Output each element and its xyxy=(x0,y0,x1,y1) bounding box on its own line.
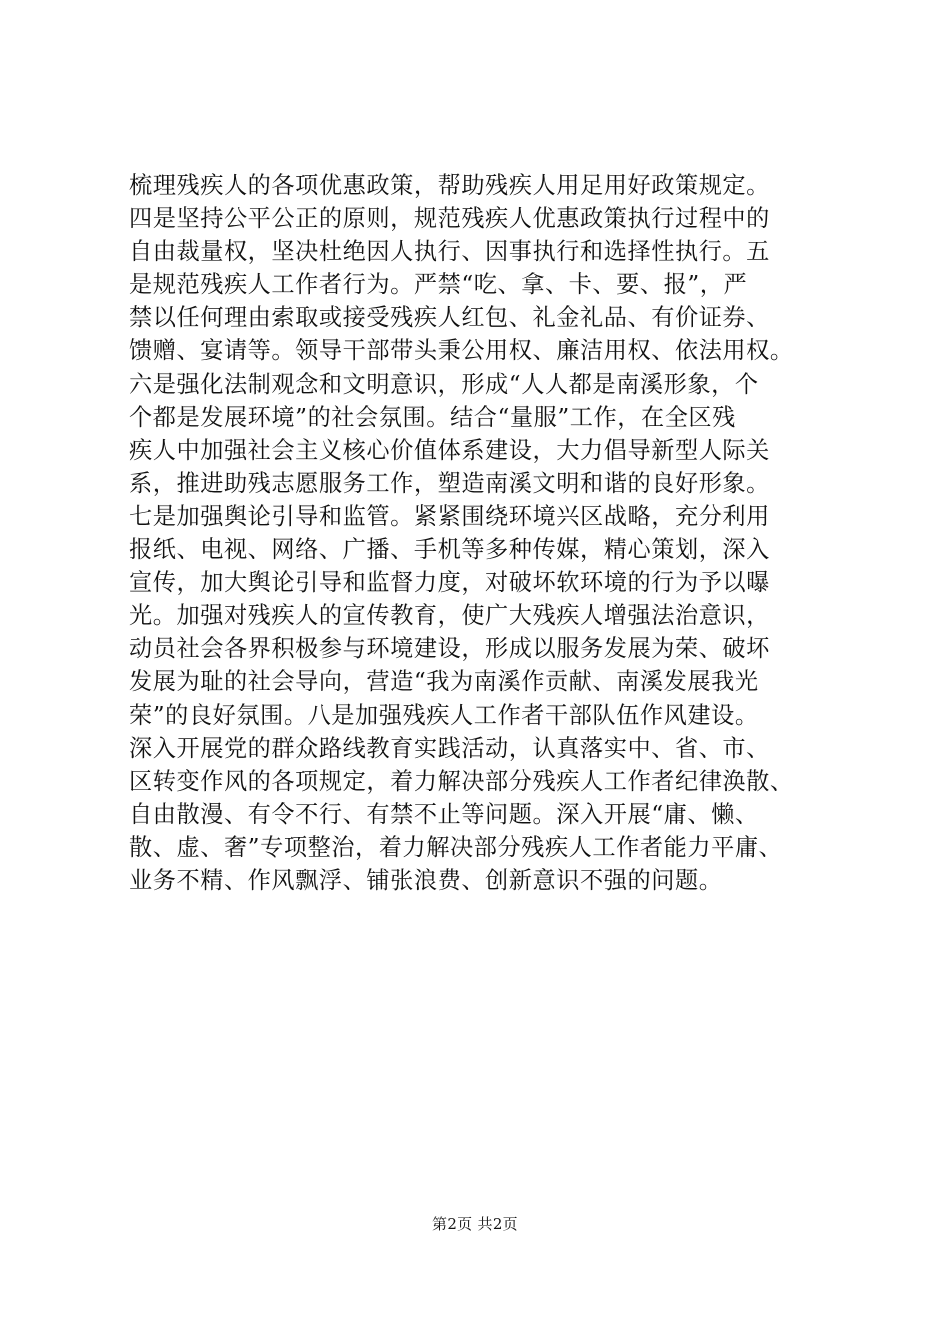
text-line: 禁以任何理由索取或接受残疾人红包、礼金礼品、有价证券、 xyxy=(129,304,770,332)
body-paragraph xyxy=(129,169,849,897)
text-line: 四是坚持公平公正的原则，规范残疾人优惠政策执行过程中的 xyxy=(129,205,770,233)
text-line: 宣传，加大舆论引导和监督力度，对破坏软环境的行为予以曝 xyxy=(129,569,770,597)
text-line: 个都是发展环境”的社会氛围。结合“量服”工作，在全区残 xyxy=(129,403,736,431)
text-line: 动员社会各界积极参与环境建设，形成以服务发展为荣、破坏 xyxy=(129,635,770,663)
text-line: 报纸、电视、网络、广播、手机等多种传媒，精心策划，深入 xyxy=(129,536,770,564)
page-number-footer: 第2页 共2页 xyxy=(432,1215,518,1233)
text-line: 自由散漫、有令不行、有禁不止等问题。深入开展“庸、懒、 xyxy=(129,800,759,828)
text-line: 馈赠、宴请等。领导干部带头秉公用权、廉洁用权、依法用权。 xyxy=(129,337,794,365)
text-line: 光。加强对残疾人的宣传教育，使广大残疾人增强法治意识， xyxy=(129,602,770,630)
text-line: 七是加强舆论引导和监管。紧紧围绕环境兴区战略，充分利用 xyxy=(129,502,770,530)
text-line: 散、虚、奢”专项整治，着力解决部分残疾人工作者能力平庸、 xyxy=(129,833,783,861)
text-line: 系，推进助残志愿服务工作，塑造南溪文明和谐的良好形象。 xyxy=(129,469,770,497)
text-line: 是规范残疾人工作者行为。严禁“吃、拿、卡、要、报”，严 xyxy=(129,271,748,299)
text-line: 深入开展党的群众路线教育实践活动，认真落实中、省、市、 xyxy=(129,734,770,762)
text-line: 业务不精、作风飘浮、铺张浪费、创新意识不强的问题。 xyxy=(129,866,723,894)
text-line: 发展为耻的社会导向，营造“我为南溪作贡献、南溪发展我光 xyxy=(129,668,759,696)
text-line: 自由裁量权，坚决杜绝因人执行、因事执行和选择性执行。五 xyxy=(129,238,770,266)
text-line: 荣”的良好氛围。八是加强残疾人工作者干部队伍作风建设。 xyxy=(129,701,759,729)
text-line: 疾人中加强社会主义核心价值体系建设，大力倡导新型人际关 xyxy=(129,436,770,464)
text-line: 梳理残疾人的各项优惠政策，帮助残疾人用足用好政策规定。 xyxy=(129,172,770,199)
text-line: 区转变作风的各项规定，着力解决部分残疾人工作者纪律涣散、 xyxy=(129,767,794,795)
text-line: 六是强化法制观念和文明意识，形成“人人都是南溪形象，个 xyxy=(129,370,759,398)
